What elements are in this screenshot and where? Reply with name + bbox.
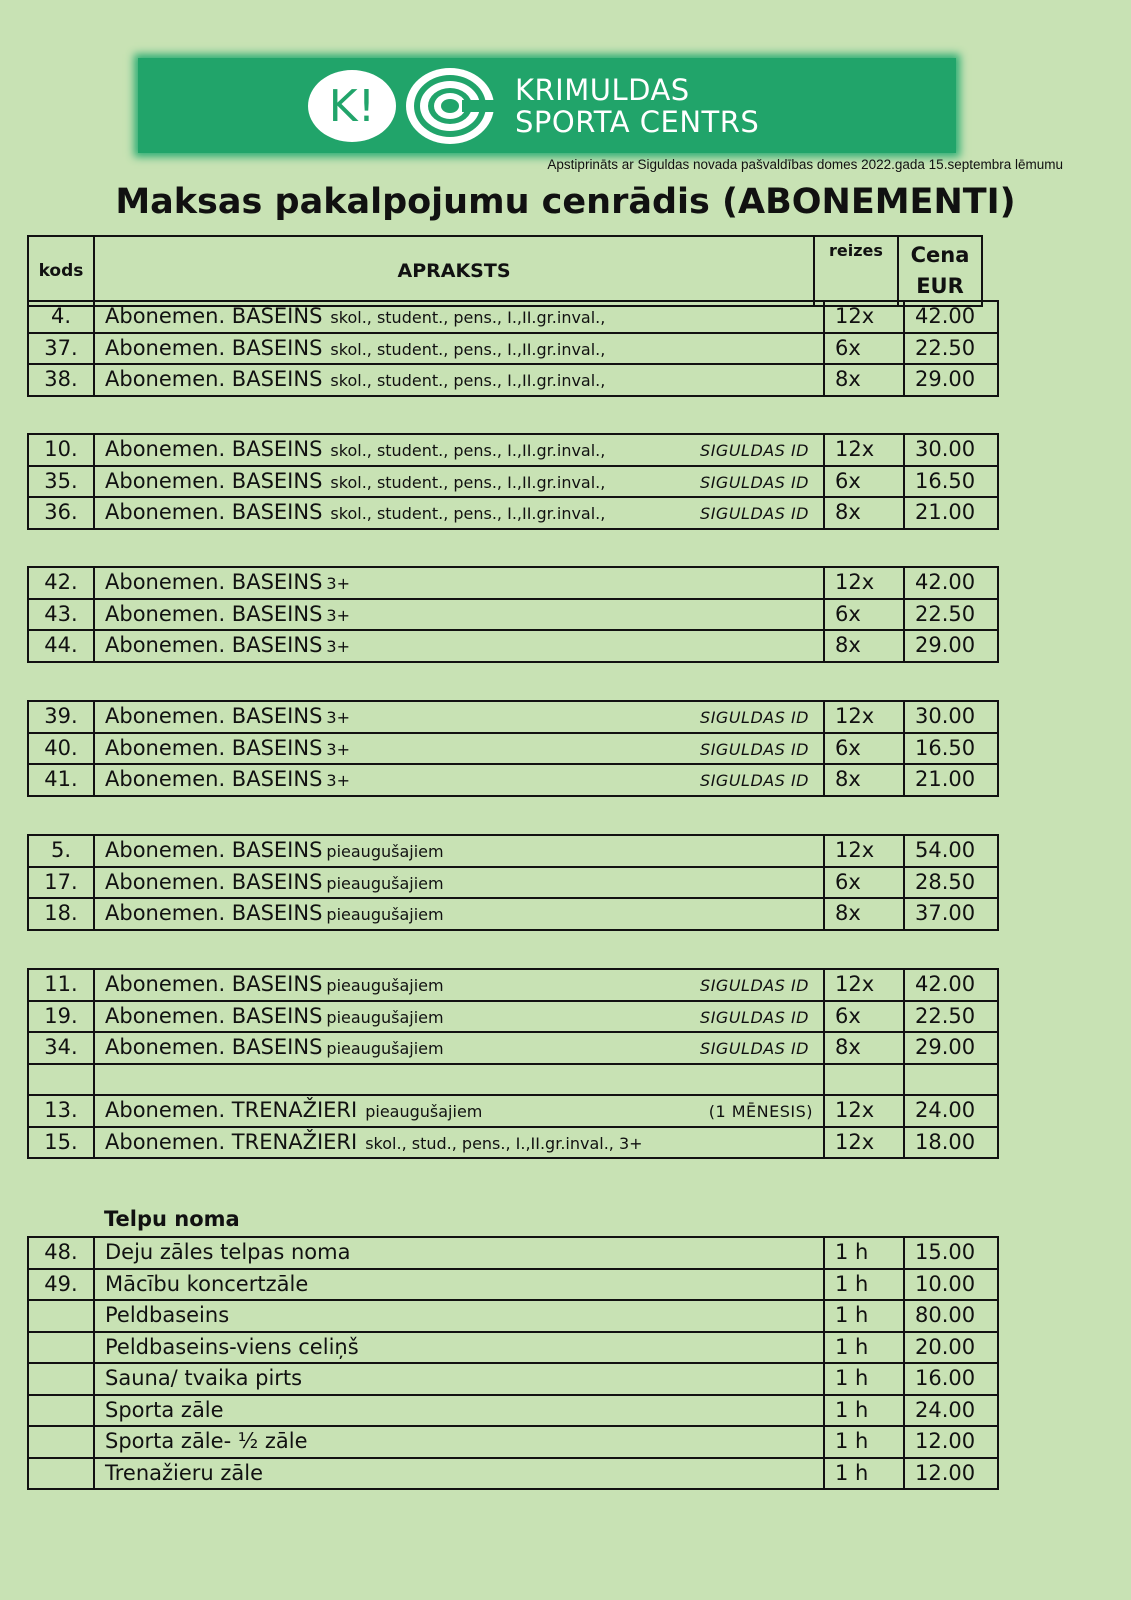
row-reizes: 12x bbox=[824, 301, 904, 333]
row-reizes: 1 h bbox=[824, 1363, 904, 1395]
row-main-text: Abonemen. BASEINS bbox=[105, 335, 323, 360]
row-kods: 34. bbox=[28, 1032, 94, 1064]
row-cena: 16.50 bbox=[904, 466, 998, 498]
row-kods: 11. bbox=[28, 969, 94, 1001]
table-row bbox=[28, 835, 998, 867]
row-cena: 42.00 bbox=[904, 301, 998, 333]
row-description bbox=[94, 599, 824, 631]
row-kods: 15. bbox=[28, 1127, 94, 1159]
row-tag: SIGULDAS ID bbox=[700, 504, 809, 524]
row-description bbox=[94, 969, 824, 1001]
brand-name bbox=[515, 74, 759, 138]
row-reizes: 6x bbox=[824, 466, 904, 498]
table-row bbox=[28, 1269, 998, 1301]
row-main-text: Abonemen. BASEINS bbox=[105, 735, 323, 760]
row-cena: 22.50 bbox=[904, 599, 998, 631]
row-cena: 12.00 bbox=[904, 1426, 998, 1458]
col-reizes: reizes bbox=[814, 236, 898, 306]
row-kods: 44. bbox=[28, 630, 94, 662]
price-group-table bbox=[27, 700, 999, 797]
row-tag: SIGULDAS ID bbox=[700, 976, 809, 996]
row-main-text: Abonemen. BASEINS bbox=[105, 304, 323, 329]
row-description bbox=[94, 701, 824, 733]
table-row bbox=[28, 1458, 998, 1490]
table-row bbox=[28, 1032, 998, 1064]
table-row bbox=[28, 1300, 998, 1332]
row-sub-text: pieaugušajiem bbox=[365, 1102, 483, 1122]
row-cena: 21.00 bbox=[904, 764, 998, 796]
logo-text: K! bbox=[328, 80, 376, 132]
table-row bbox=[28, 1237, 998, 1269]
row-reizes: 8x bbox=[824, 364, 904, 396]
row-description: Peldbaseins bbox=[94, 1300, 824, 1332]
row-main-text: Abonemen. BASEINS bbox=[105, 972, 323, 997]
price-group-table bbox=[27, 968, 999, 1159]
row-sub-text: 3+ bbox=[326, 574, 351, 594]
row-description bbox=[94, 1001, 824, 1033]
row-description: Trenažieru zāle bbox=[94, 1458, 824, 1490]
row-reizes: 12x bbox=[824, 701, 904, 733]
row-reizes: 12x bbox=[824, 835, 904, 867]
row-main-text: Abonemen. BASEINS bbox=[105, 437, 323, 462]
row-kods: 49. bbox=[28, 1269, 94, 1301]
price-group-table bbox=[27, 433, 999, 530]
row-kods: 13. bbox=[28, 1095, 94, 1127]
table-row bbox=[28, 867, 998, 899]
row-main-text: Abonemen. BASEINS bbox=[105, 633, 323, 658]
table-row bbox=[28, 1127, 998, 1159]
row-main-text: Abonemen. BASEINS bbox=[105, 767, 323, 792]
row-cena: 80.00 bbox=[904, 1300, 998, 1332]
row-cena: 42.00 bbox=[904, 567, 998, 599]
row-reizes: 8x bbox=[824, 764, 904, 796]
row-kods: 48. bbox=[28, 1237, 94, 1269]
row-cena: 22.50 bbox=[904, 1001, 998, 1033]
row-kods: 35. bbox=[28, 466, 94, 498]
row-cena: 28.50 bbox=[904, 867, 998, 899]
row-description bbox=[94, 497, 824, 529]
row-tag: SIGULDAS ID bbox=[700, 771, 809, 791]
row-tag: SIGULDAS ID bbox=[700, 739, 809, 759]
row-kods: 37. bbox=[28, 333, 94, 365]
row-cena: 18.00 bbox=[904, 1127, 998, 1159]
row-cena: 12.00 bbox=[904, 1458, 998, 1490]
row-kods: 38. bbox=[28, 364, 94, 396]
row-description bbox=[94, 733, 824, 765]
row-kods bbox=[28, 1426, 94, 1458]
row-reizes: 12x bbox=[824, 969, 904, 1001]
row-kods: 18. bbox=[28, 898, 94, 930]
row-sub-text: skol., student., pens., I.,II.gr.inval., bbox=[330, 441, 606, 461]
row-kods: 17. bbox=[28, 867, 94, 899]
row-sub-text: skol., student., pens., I.,II.gr.inval., bbox=[330, 472, 606, 492]
row-kods bbox=[28, 1363, 94, 1395]
row-sub-text: pieaugušajiem bbox=[326, 1039, 444, 1059]
row-sub-text: 3+ bbox=[326, 708, 351, 728]
row-reizes: 6x bbox=[824, 867, 904, 899]
row-reizes: 8x bbox=[824, 1032, 904, 1064]
row-sub-text: skol., student., pens., I.,II.gr.inval., bbox=[330, 504, 606, 524]
row-main-text: Abonemen. BASEINS bbox=[105, 500, 323, 525]
row-sub-text: pieaugušajiem bbox=[326, 1007, 444, 1027]
table-row bbox=[28, 364, 998, 396]
row-description bbox=[94, 1064, 824, 1096]
table-row bbox=[28, 1363, 998, 1395]
row-tag: SIGULDAS ID bbox=[700, 708, 809, 728]
row-kods bbox=[28, 1064, 94, 1096]
table-row bbox=[28, 497, 998, 529]
row-description: Mācību koncertzāle bbox=[94, 1269, 824, 1301]
row-reizes: 1 h bbox=[824, 1426, 904, 1458]
table-row bbox=[28, 898, 998, 930]
row-tag: SIGULDAS ID bbox=[700, 441, 809, 461]
row-cena: 16.50 bbox=[904, 733, 998, 765]
row-kods bbox=[28, 1458, 94, 1490]
table-row bbox=[28, 630, 998, 662]
row-main-text: Abonemen. BASEINS bbox=[105, 1035, 323, 1060]
header-table bbox=[27, 235, 983, 307]
row-reizes: 6x bbox=[824, 333, 904, 365]
row-tag: SIGULDAS ID bbox=[700, 1007, 809, 1027]
row-reizes: 12x bbox=[824, 434, 904, 466]
row-cena: 30.00 bbox=[904, 701, 998, 733]
row-description bbox=[94, 764, 824, 796]
brand-line-2: SPORTA CENTRS bbox=[515, 105, 760, 139]
col-cena bbox=[898, 236, 982, 306]
row-sub-text: skol., student., pens., I.,II.gr.inval., bbox=[330, 308, 606, 328]
row-kods: 4. bbox=[28, 301, 94, 333]
row-sub-text: 3+ bbox=[326, 739, 351, 759]
col-kods: kods bbox=[28, 236, 94, 306]
row-reizes: 8x bbox=[824, 497, 904, 529]
row-kods bbox=[28, 1395, 94, 1427]
row-sub-text: 3+ bbox=[326, 605, 351, 625]
row-description bbox=[94, 898, 824, 930]
row-main-text: Abonemen. BASEINS bbox=[105, 468, 323, 493]
col-cena-line2: EUR bbox=[916, 274, 964, 298]
row-description bbox=[94, 835, 824, 867]
row-main-text: Abonemen. BASEINS bbox=[105, 570, 323, 595]
row-cena: 10.00 bbox=[904, 1269, 998, 1301]
row-sub-text: 3+ bbox=[326, 771, 351, 791]
row-sub-text: skol., stud., pens., I.,II.gr.inval., 3+ bbox=[365, 1133, 643, 1153]
col-cena-line1: Cena bbox=[910, 243, 970, 267]
table-row bbox=[28, 1395, 998, 1427]
table-row bbox=[28, 764, 998, 796]
row-cena: 16.00 bbox=[904, 1363, 998, 1395]
row-description bbox=[94, 301, 824, 333]
row-reizes: 1 h bbox=[824, 1458, 904, 1490]
row-description bbox=[94, 567, 824, 599]
table-row bbox=[28, 333, 998, 365]
rental-section-title: Telpu noma bbox=[104, 1207, 240, 1231]
row-description bbox=[94, 1032, 824, 1064]
row-cena: 37.00 bbox=[904, 898, 998, 930]
row-cena: 29.00 bbox=[904, 1032, 998, 1064]
row-cena: 22.50 bbox=[904, 333, 998, 365]
row-reizes: 1 h bbox=[824, 1237, 904, 1269]
row-cena: 29.00 bbox=[904, 364, 998, 396]
price-group-table bbox=[27, 566, 999, 663]
row-cena: 24.00 bbox=[904, 1095, 998, 1127]
table-row bbox=[28, 301, 998, 333]
table-row bbox=[28, 434, 998, 466]
row-description: Sauna/ tvaika pirts bbox=[94, 1363, 824, 1395]
row-kods: 42. bbox=[28, 567, 94, 599]
row-tag: SIGULDAS ID bbox=[700, 472, 809, 492]
row-cena: 30.00 bbox=[904, 434, 998, 466]
row-reizes: 6x bbox=[824, 1001, 904, 1033]
row-description bbox=[94, 434, 824, 466]
row-description bbox=[94, 630, 824, 662]
row-reizes: 1 h bbox=[824, 1395, 904, 1427]
row-main-text: Abonemen. BASEINS bbox=[105, 704, 323, 729]
row-description bbox=[94, 333, 824, 365]
row-main-text: Abonemen. BASEINS bbox=[105, 869, 323, 894]
table-row bbox=[28, 1064, 998, 1096]
row-reizes: 6x bbox=[824, 733, 904, 765]
row-main-text: Abonemen. TRENAŽIERI bbox=[105, 1129, 358, 1154]
rental-table bbox=[27, 1236, 999, 1490]
table-row bbox=[28, 1426, 998, 1458]
row-kods: 43. bbox=[28, 599, 94, 631]
table-row bbox=[28, 599, 998, 631]
row-reizes: 8x bbox=[824, 630, 904, 662]
approval-note: Apstiprināts ar Siguldas novada pašvaldības domes 2022.gada 15.septembra lēmumu bbox=[547, 157, 1063, 172]
row-main-text: Abonemen. BASEINS bbox=[105, 367, 323, 392]
table-row bbox=[28, 1095, 998, 1127]
row-tag: (1 MĒNESIS) bbox=[708, 1102, 813, 1122]
target-logo-icon bbox=[404, 66, 496, 150]
table-header-row bbox=[28, 236, 982, 306]
row-reizes: 1 h bbox=[824, 1332, 904, 1364]
row-main-text: Abonemen. TRENAŽIERI bbox=[105, 1098, 358, 1123]
row-reizes: 6x bbox=[824, 599, 904, 631]
row-kods: 19. bbox=[28, 1001, 94, 1033]
table-row bbox=[28, 701, 998, 733]
row-kods bbox=[28, 1300, 94, 1332]
table-row bbox=[28, 1332, 998, 1364]
row-description: Deju zāles telpas noma bbox=[94, 1237, 824, 1269]
row-description bbox=[94, 867, 824, 899]
row-reizes: 1 h bbox=[824, 1300, 904, 1332]
row-kods: 5. bbox=[28, 835, 94, 867]
row-description bbox=[94, 364, 824, 396]
row-sub-text: pieaugušajiem bbox=[326, 976, 444, 996]
row-sub-text: pieaugušajiem bbox=[326, 842, 444, 862]
row-sub-text: pieaugušajiem bbox=[326, 873, 444, 893]
price-group-table bbox=[27, 300, 999, 397]
row-reizes: 12x bbox=[824, 567, 904, 599]
row-reizes: 1 h bbox=[824, 1269, 904, 1301]
row-description bbox=[94, 1095, 824, 1127]
row-sub-text: 3+ bbox=[326, 637, 351, 657]
row-tag: SIGULDAS ID bbox=[700, 1039, 809, 1059]
row-reizes: 12x bbox=[824, 1095, 904, 1127]
row-cena: 20.00 bbox=[904, 1332, 998, 1364]
table-row bbox=[28, 733, 998, 765]
row-kods: 39. bbox=[28, 701, 94, 733]
brand-line-1: KRIMULDAS bbox=[515, 73, 690, 107]
row-cena: 54.00 bbox=[904, 835, 998, 867]
page-title: Maksas pakalpojumu cenrādis (ABONEMENTI) bbox=[115, 182, 1016, 222]
row-main-text: Abonemen. BASEINS bbox=[105, 838, 323, 863]
row-description bbox=[94, 466, 824, 498]
row-reizes: 12x bbox=[824, 1127, 904, 1159]
row-cena: 24.00 bbox=[904, 1395, 998, 1427]
row-sub-text: pieaugušajiem bbox=[326, 905, 444, 925]
table-row bbox=[28, 1001, 998, 1033]
row-cena: 29.00 bbox=[904, 630, 998, 662]
row-description: Sporta zāle- ½ zāle bbox=[94, 1426, 824, 1458]
k-logo bbox=[308, 70, 396, 142]
row-main-text: Abonemen. BASEINS bbox=[105, 901, 323, 926]
row-kods: 41. bbox=[28, 764, 94, 796]
row-kods bbox=[28, 1332, 94, 1364]
row-kods: 10. bbox=[28, 434, 94, 466]
row-reizes bbox=[824, 1064, 904, 1096]
row-kods: 36. bbox=[28, 497, 94, 529]
row-reizes: 8x bbox=[824, 898, 904, 930]
row-cena: 15.00 bbox=[904, 1237, 998, 1269]
row-description: Peldbaseins-viens celiņš bbox=[94, 1332, 824, 1364]
table-row bbox=[28, 466, 998, 498]
row-sub-text: skol., student., pens., I.,II.gr.inval., bbox=[330, 371, 606, 391]
table-row bbox=[28, 969, 998, 1001]
row-main-text: Abonemen. BASEINS bbox=[105, 601, 323, 626]
row-cena: 21.00 bbox=[904, 497, 998, 529]
row-cena bbox=[904, 1064, 998, 1096]
table-row bbox=[28, 567, 998, 599]
row-main-text: Abonemen. BASEINS bbox=[105, 1003, 323, 1028]
row-description: Sporta zāle bbox=[94, 1395, 824, 1427]
price-group-table bbox=[27, 834, 999, 931]
row-kods: 40. bbox=[28, 733, 94, 765]
col-apraksts: APRAKSTS bbox=[94, 236, 814, 306]
row-cena: 42.00 bbox=[904, 969, 998, 1001]
row-description bbox=[94, 1127, 824, 1159]
row-sub-text: skol., student., pens., I.,II.gr.inval., bbox=[330, 339, 606, 359]
